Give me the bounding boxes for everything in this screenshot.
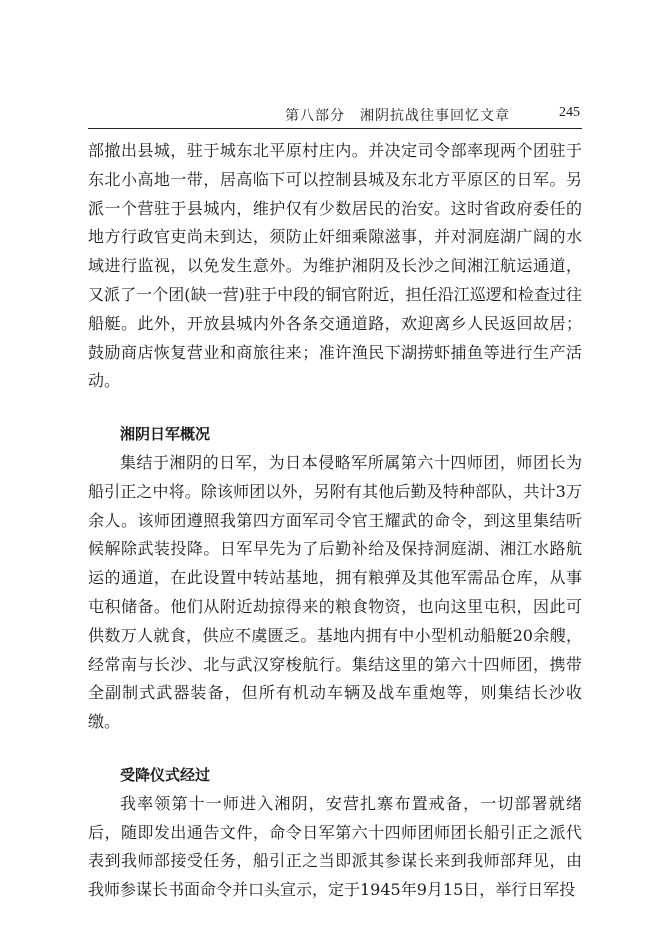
page-body [88,137,582,905]
paragraph-surrender-ceremony: 我率领第十一师进入湘阴，安营扎寨布置戒备，一切部署就绪后，随即发出通告文件，命令日军第六十四师团师团长船引正之派代表到我师部接受任务，船引正之当即派其参谋长来到我师部拜见，由我师参谋长书面命令并口头宣示，定于1945年9月15日，举行日军投 [88,793,582,900]
page-header [88,102,582,129]
paragraph-japanese-army-overview: 集结于湘阴的日军，为日本侵略军所属第六十四师团，师团长为船引正之中将。除该师团以外，另附有其他后勤及特种部队，共计3万余人。该师团遵照我第四方面军司令官王耀武的命令，到这里集结听候解除武装投降。日军早先为了后勤补给及保持洞庭湖、湘江水路航运的通道，在此设置中转站基地，拥有粮弹及其他军需品仓库，从事屯积储备。他们从附近劫掠得来的粮食物资，也向这里屯积，因此可供数万人就食，供应不虞匮乏。基地内拥有中小型机动船艇20余艘，经常南与长沙、北与武汉穿梭航行。集结这里的第六十四师团，携带全副制式武器装备，但所有机动车辆及战车重炮等，则集结长沙收缴。 [88,452,582,732]
paragraph-continued: 部撤出县城，驻于城东北平原村庄内。并决定司令部率现两个团驻于东北小高地一带，居高临下可以控制县城及东北方平原区的日军。另派一个营驻于县城内，维护仅有少数居民的治安。这时省政府委任的地方行政官吏尚未到达，须防止奸细乘隙滋事，并对洞庭湖广阔的水域进行监视，以免发生意外。为维护湘阴及长沙之间湘江航运通道，又派了一个团(缺一营)驻于中段的铜官附近，担任沿江巡逻和检查过往船艇。此外，开放县城内外各条交通道路，欢迎离乡人民返回故居；鼓励商店恢复营业和商旅往来；准许渔民下湖捞虾捕鱼等进行生产活动。 [88,141,582,391]
section-heading-japanese-army-overview: 湘阴日军概况 [120,425,211,444]
page-number: 245 [559,105,580,120]
section-heading-surrender-ceremony: 受降仪式经过 [120,765,211,784]
running-title: 第八部分 湘阴抗战往事回忆文章 [285,108,510,124]
